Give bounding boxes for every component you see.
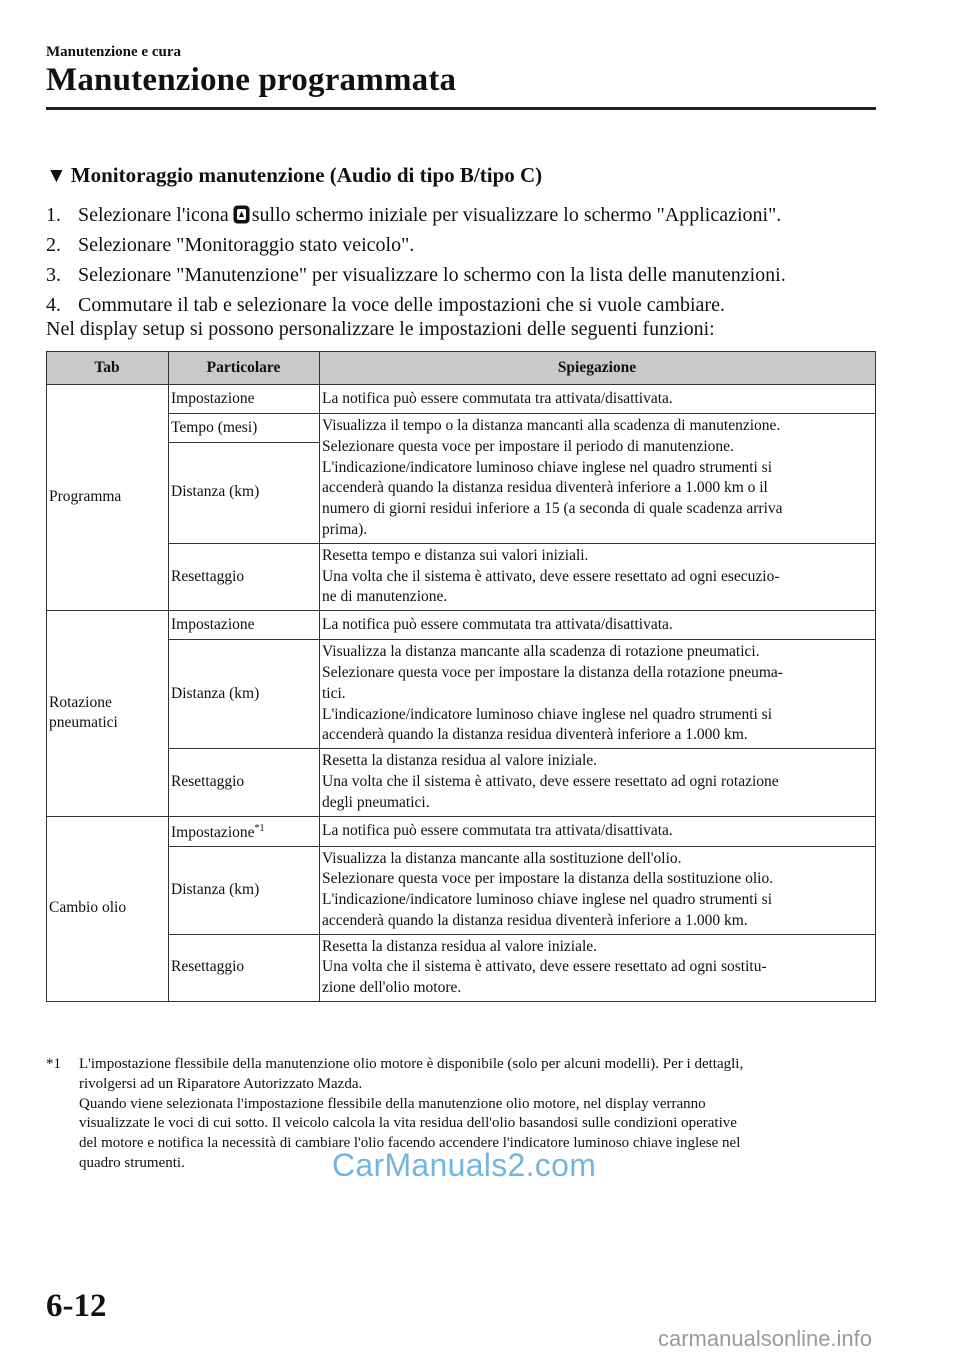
step-text: Selezionare "Monitoraggio stato veicolo". — [78, 234, 415, 256]
tab-cell: Rotazione pneumatici — [47, 611, 169, 816]
table-row — [47, 934, 876, 1001]
table-row — [47, 640, 876, 749]
table-row — [47, 816, 876, 846]
table-row — [47, 385, 876, 414]
explanation-cell: La notifica può essere commutata tra attivata/disattivata. — [320, 611, 876, 640]
watermark: CarManuals2.com — [332, 1147, 597, 1183]
step-number: 2. — [46, 234, 61, 256]
settings-table — [46, 351, 876, 1002]
intro-text: Nel display setup si possono personalizzare le impostazioni delle seguenti funzioni: — [46, 318, 715, 340]
step-item — [46, 260, 896, 290]
item-cell: Distanza (km) — [169, 443, 320, 544]
explanation-cell: Resetta la distanza residua al valore iniziale. Una volta che il sistema è attivato, deve essere resettato ad ogni sostitu- zione dell'olio motore. — [320, 934, 876, 1001]
title-rule — [46, 107, 876, 110]
chapter-label: Manutenzione e cura — [46, 44, 181, 60]
tab-cell: Programma — [47, 385, 169, 611]
step-number: 3. — [46, 264, 61, 286]
step-number: 1. — [46, 204, 61, 226]
item-cell: Distanza (km) — [169, 846, 320, 934]
table-row — [47, 543, 876, 610]
applications-icon — [233, 205, 250, 224]
explanation-cell: La notifica può essere commutata tra attivata/disattivata. — [320, 385, 876, 414]
item-cell: Resettaggio — [169, 934, 320, 1001]
table-row — [47, 414, 876, 443]
step-text: Selezionare "Manutenzione" per visualizzare lo schermo con la lista delle manutenzioni. — [78, 264, 786, 286]
table-row — [47, 846, 876, 934]
step-text-continued: sullo schermo iniziale per visualizzare lo schermo "Applicazioni". — [251, 204, 782, 226]
header-tab: Tab — [47, 352, 169, 385]
step-text: Selezionare l'icona — [78, 204, 229, 226]
table-row — [47, 611, 876, 640]
step-text: Commutare il tab e selezionare la voce delle impostazioni che si vuole cambiare. — [78, 294, 725, 316]
tab-cell: Cambio olio — [47, 816, 169, 1002]
item-cell: Resettaggio — [169, 749, 320, 816]
step-item — [46, 290, 896, 320]
item-cell: Resettaggio — [169, 543, 320, 610]
header-spiegazione: Spiegazione — [320, 352, 876, 385]
explanation-cell: Visualizza la distanza mancante alla sostituzione dell'olio. Selezionare questa voce per impostare la distanza della sostituzione olio. L'indicazione/indicatore luminoso chiave inglese nel quadro strumenti si accenderà quando la distanza residua diventerà inferiore a 1.000 km. — [320, 846, 876, 934]
step-item — [46, 230, 896, 260]
item-cell: Impostazione — [169, 385, 320, 414]
item-cell: Impostazione — [169, 611, 320, 640]
item-cell: Impostazione$^{*1}$ — [169, 816, 320, 846]
page-title: Manutenzione programmata — [46, 62, 457, 98]
section-heading-text: Monitoraggio manutenzione (Audio di tipo B/tipo C) — [70, 163, 543, 187]
explanation-cell: La notifica può essere commutata tra attivata/disattivata. — [320, 816, 876, 846]
footnote-mark: *1 — [46, 1056, 61, 1072]
table-row — [47, 749, 876, 816]
footnote-ref: *1 — [254, 822, 265, 834]
explanation-cell: Visualizza la distanza mancante alla scadenza di rotazione pneumatici. Selezionare questa voce per impostare la distanza della rotazione pneuma- tici. L'indicazione/indicatore luminoso chiave inglese nel quadro strumenti si accenderà quando la distanza residua diventerà inferiore a 1.000 km. — [320, 640, 876, 749]
explanation-cell: Resetta tempo e distanza sui valori iniziali. Una volta che il sistema è attivato, deve essere resettato ad ogni esecuzio- ne di manutenzione. — [320, 543, 876, 610]
header-particolare: Particolare — [169, 352, 320, 385]
table-header-row — [47, 352, 876, 385]
section-heading — [46, 163, 542, 188]
step-item — [46, 200, 896, 230]
footnote-body: L'impostazione flessibile della manutenzione olio motore è disponibile (solo per alcuni modelli). Per i dettagli, rivolgersi ad un Riparatore Autorizzato Mazda. Quando viene selezionata l'impostazione flessibile della manutenzione olio motore, nel display verranno visualizzate le voci di cui sotto. Il veicolo calcola la vita residua dell'olio basandosi sulle condizioni operative del motore e notifica la necessità di cambiare l'olio facendo accendere l'indicatore luminoso chiave inglese nel quadro strumenti. — [79, 1056, 744, 1171]
explanation-cell: Visualizza il tempo o la distanza mancanti alla scadenza di manutenzione. Selezionare questa voce per impostare il periodo di manutenzione. L'indicazione/indicatore luminoso chiave inglese nel quadro strumenti si accenderà quando la distanza residua diventerà inferiore a 1.000 km o il numero di giorni residui inferiore a 15 (a seconda di quale scadenza arriva prima). — [320, 414, 876, 544]
section-marker: ▼ — [46, 163, 67, 187]
site-watermark: carmanualsonline.info — [658, 1326, 873, 1351]
page-number: 6-12 — [46, 1288, 107, 1324]
item-cell: Tempo (mesi) — [169, 414, 320, 443]
step-number: 4. — [46, 294, 61, 316]
steps-list — [46, 200, 896, 320]
item-cell: Distanza (km) — [169, 640, 320, 749]
explanation-cell: Resetta la distanza residua al valore iniziale. Una volta che il sistema è attivato, deve essere resettato ad ogni rotazione degli pneumatici. — [320, 749, 876, 816]
